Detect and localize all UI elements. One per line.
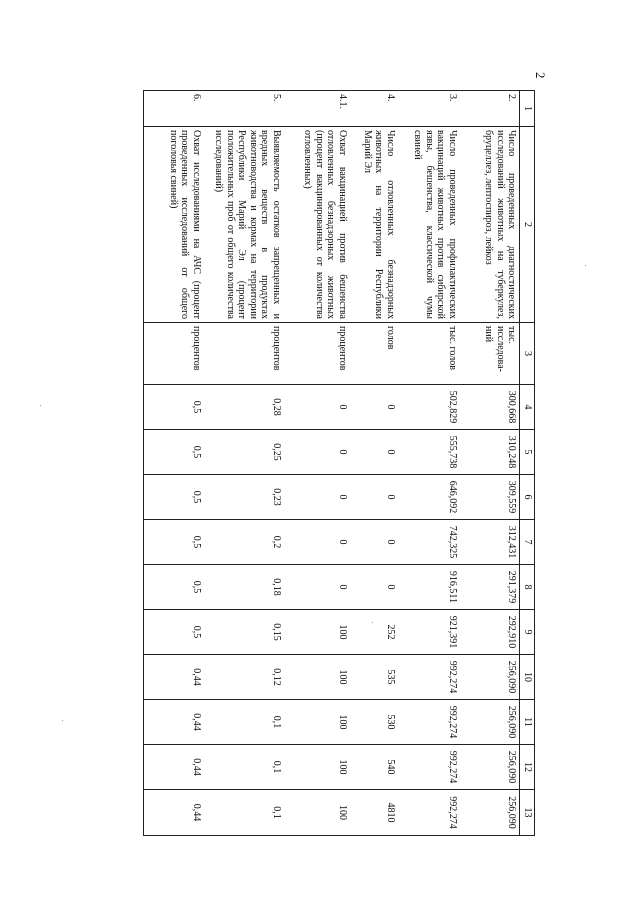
value-cell: 310,248: [460, 430, 520, 475]
value-cell: 0,23: [204, 475, 284, 520]
row-number: 6.: [144, 91, 204, 127]
header-cell: 11: [520, 700, 535, 745]
value-cell: 0,1: [204, 700, 284, 745]
value-cell: 992,274: [398, 745, 460, 790]
unit-cell: тыс. исследова-ний: [460, 323, 520, 385]
header-cell: 9: [520, 610, 535, 655]
header-row: [520, 91, 535, 836]
indicator-name: Охват исследованиями на АЧС (процент проведенных исследований от общего поголовья свиней): [144, 127, 204, 323]
value-cell: 100: [284, 745, 350, 790]
scan-speck: [585, 265, 586, 266]
scan-speck: [62, 720, 63, 721]
unit-cell: тыс. голов: [398, 323, 460, 385]
value-cell: 992,274: [398, 655, 460, 700]
indicator-name: Выявляемость остатков запрещенных и вредных веществ в продуктах животноводства и кормах на территории Республики Марий Эл (процент положительных проб от общего количества исследований): [204, 127, 284, 323]
value-cell: 535: [350, 655, 398, 700]
header-cell: 2: [520, 127, 535, 323]
value-cell: 0: [284, 475, 350, 520]
header-cell: 13: [520, 790, 535, 836]
value-cell: 0,5: [144, 385, 204, 430]
header-cell: 12: [520, 745, 535, 790]
value-cell: 0,5: [144, 475, 204, 520]
value-cell: 100: [284, 790, 350, 836]
header-cell: 5: [520, 430, 535, 475]
value-cell: 256,090: [460, 790, 520, 836]
value-cell: 742,325: [398, 520, 460, 565]
value-cell: 0,44: [144, 790, 204, 836]
value-cell: 555,738: [398, 430, 460, 475]
value-cell: 540: [350, 745, 398, 790]
value-cell: 0: [284, 565, 350, 610]
scan-speck: [40, 405, 41, 406]
header-cell: 10: [520, 655, 535, 700]
table-body: [144, 91, 520, 836]
value-cell: 256,090: [460, 655, 520, 700]
value-cell: 0,5: [144, 565, 204, 610]
value-cell: 0,5: [144, 430, 204, 475]
value-cell: 0,12: [204, 655, 284, 700]
value-cell: 0,44: [144, 655, 204, 700]
value-cell: 502,829: [398, 385, 460, 430]
table-row: [350, 91, 398, 836]
unit-cell: процентов: [144, 323, 204, 385]
table-header: [520, 91, 535, 836]
header-cell: 7: [520, 520, 535, 565]
table-row: [284, 91, 350, 836]
value-cell: 992,274: [398, 790, 460, 836]
table-row: [204, 91, 284, 836]
value-cell: 0,15: [204, 610, 284, 655]
value-cell: 0,18: [204, 565, 284, 610]
value-cell: 0: [350, 475, 398, 520]
header-cell: 8: [520, 565, 535, 610]
row-number: 2.: [460, 91, 520, 127]
header-cell: 4: [520, 385, 535, 430]
rotated-table-wrapper: [140, 90, 535, 835]
row-number: 4.: [350, 91, 398, 127]
row-number: 5.: [204, 91, 284, 127]
value-cell: 100: [284, 700, 350, 745]
indicator-name: Охват вакцинацией против бешенства отловленных безнадзорных животных (процент вакцинированных от количества отловленных): [284, 127, 350, 323]
value-cell: 100: [284, 610, 350, 655]
value-cell: 0,2: [204, 520, 284, 565]
value-cell: 0,1: [204, 790, 284, 836]
value-cell: 309,559: [460, 475, 520, 520]
unit-cell: процентов: [204, 323, 284, 385]
value-cell: 530: [350, 700, 398, 745]
indicator-table: [144, 90, 536, 836]
value-cell: 0: [350, 565, 398, 610]
header-cell: 3: [520, 323, 535, 385]
value-cell: 292,910: [460, 610, 520, 655]
value-cell: 0: [284, 385, 350, 430]
header-cell: 1: [520, 91, 535, 127]
page-number: 2: [533, 72, 548, 79]
value-cell: 4810: [350, 790, 398, 836]
value-cell: 252: [350, 610, 398, 655]
value-cell: 256,090: [460, 700, 520, 745]
scan-speck: [372, 622, 373, 623]
value-cell: 921,391: [398, 610, 460, 655]
row-number: 4.1.: [284, 91, 350, 127]
value-cell: 0: [350, 385, 398, 430]
value-cell: 0: [350, 430, 398, 475]
value-cell: 0,5: [144, 610, 204, 655]
row-number: 3.: [398, 91, 460, 127]
value-cell: 0,44: [144, 700, 204, 745]
value-cell: 992,274: [398, 700, 460, 745]
value-cell: 312,431: [460, 520, 520, 565]
value-cell: 646,092: [398, 475, 460, 520]
value-cell: 916,511: [398, 565, 460, 610]
table-row: [460, 91, 520, 836]
indicator-name: Число отловленных безнадзорных животных на территории Республики Марий Эл: [350, 127, 398, 323]
unit-cell: голов: [350, 323, 398, 385]
value-cell: 0: [284, 520, 350, 565]
indicator-name: Число проведенных профилактических вакцинаций животных против сибирской язвы, бешенства, классической чумы свиней: [398, 127, 460, 323]
value-cell: 0: [350, 520, 398, 565]
value-cell: 256,090: [460, 745, 520, 790]
value-cell: 0,5: [144, 520, 204, 565]
value-cell: 0,28: [204, 385, 284, 430]
table-row: [398, 91, 460, 836]
value-cell: 300,668: [460, 385, 520, 430]
header-cell: 6: [520, 475, 535, 520]
table-row: [144, 91, 204, 836]
value-cell: 0,25: [204, 430, 284, 475]
value-cell: 0: [284, 430, 350, 475]
indicator-name: Число проведенных диагностических исследований животных на туберкулез, бруцеллез, лептоспироз, лейкоз: [460, 127, 520, 323]
value-cell: 0,44: [144, 745, 204, 790]
unit-cell: процентов: [284, 323, 350, 385]
value-cell: 0,1: [204, 745, 284, 790]
value-cell: 291,379: [460, 565, 520, 610]
value-cell: 100: [284, 655, 350, 700]
